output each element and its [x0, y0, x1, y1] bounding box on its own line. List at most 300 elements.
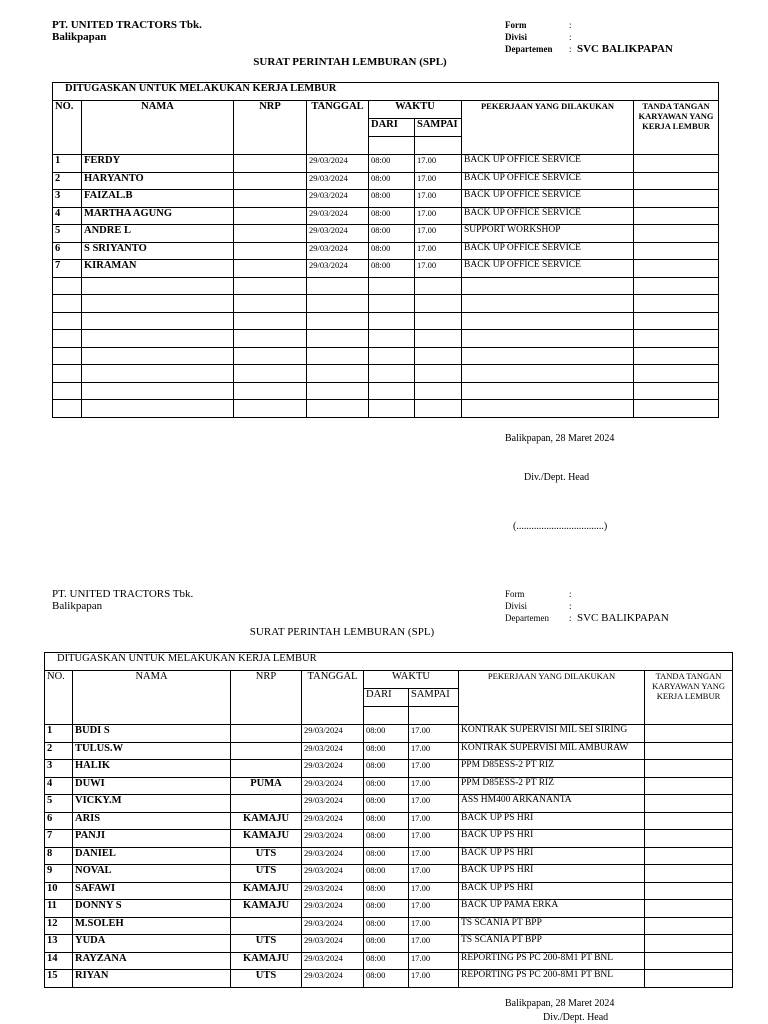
row-end-time-cell: 17.00 — [409, 742, 459, 760]
row-date-cell: 29/03/2024 — [302, 917, 364, 935]
row-signature-cell — [645, 917, 733, 935]
row-end-time-cell: 17.00 — [415, 190, 462, 208]
empty-table-row — [53, 277, 719, 295]
row-nrp-cell: UTS — [231, 935, 302, 953]
col-header-ttd: TANDA TANGAN KARYAWAN YANG KERJA LEMBUR — [645, 671, 733, 725]
row-job-cell: REPORTING PS PC 200-8M1 PT BNL — [459, 952, 645, 970]
meta-label: Form — [505, 589, 525, 599]
table-caption: DITUGASKAN UNTUK MELAKUKAN KERJA LEMBUR — [45, 653, 733, 671]
col-header-tanggal: TANGGAL — [307, 101, 369, 155]
table-row — [45, 917, 733, 935]
row-nrp-cell: KAMAJU — [231, 952, 302, 970]
row-signature-cell — [645, 742, 733, 760]
empty-cell — [462, 347, 634, 365]
form-meta: Form : Divisi : Departemen : SVC BALIKPAPAN — [505, 589, 669, 624]
company-branch: Balikpapan — [52, 600, 103, 612]
row-start-time-cell: 08:00 — [369, 172, 415, 190]
col-header-pekerjaan: PEKERJAAN YANG DILAKUKAN — [462, 101, 634, 155]
empty-cell — [234, 347, 307, 365]
empty-table-row — [53, 347, 719, 365]
empty-cell — [234, 330, 307, 348]
empty-cell — [415, 330, 462, 348]
col-header-nama: NAMA — [82, 101, 234, 155]
empty-table-row — [53, 400, 719, 418]
empty-cell — [369, 295, 415, 313]
row-no-cell: 1 — [45, 725, 73, 743]
row-end-time-cell: 17.00 — [409, 760, 459, 778]
row-name-cell: KIRAMAN — [82, 260, 234, 278]
row-start-time-cell: 08:00 — [364, 935, 409, 953]
row-start-time-cell: 08:00 — [364, 917, 409, 935]
col-header-ttd: TANDA TANGAN KARYAWAN YANG KERJA LEMBUR — [634, 101, 719, 155]
row-start-time-cell: 08:00 — [364, 882, 409, 900]
empty-cell — [307, 330, 369, 348]
row-end-time-cell: 17.00 — [409, 795, 459, 813]
row-job-cell: BACK UP PAMA ERKA — [459, 900, 645, 918]
empty-table-row — [53, 365, 719, 383]
empty-cell — [53, 382, 82, 400]
row-date-cell: 29/03/2024 — [302, 935, 364, 953]
row-date-cell: 29/03/2024 — [302, 760, 364, 778]
row-start-time-cell: 08:00 — [364, 865, 409, 883]
row-name-cell: RIYAN — [73, 970, 231, 988]
row-end-time-cell: 17.00 — [409, 725, 459, 743]
row-no-cell: 9 — [45, 865, 73, 883]
table-row — [45, 865, 733, 883]
row-name-cell: FERDY — [82, 155, 234, 173]
row-job-cell: ASS HM400 ARKANANTA — [459, 795, 645, 813]
col-header-no: NO. — [45, 671, 73, 725]
empty-cell — [415, 347, 462, 365]
table-caption: DITUGASKAN UNTUK MELAKUKAN KERJA LEMBUR — [53, 83, 719, 101]
row-end-time-cell: 17.00 — [415, 207, 462, 225]
row-name-cell: DONNY S — [73, 900, 231, 918]
row-name-cell: ANDRE L — [82, 225, 234, 243]
row-job-cell: BACK UP PS HRI — [459, 830, 645, 848]
empty-cell — [462, 295, 634, 313]
empty-table-row — [53, 312, 719, 330]
row-nrp-cell — [231, 917, 302, 935]
empty-cell — [369, 277, 415, 295]
empty-cell — [462, 382, 634, 400]
row-no-cell: 6 — [45, 812, 73, 830]
row-signature-cell — [645, 847, 733, 865]
row-job-cell: SUPPORT WORKSHOP — [462, 225, 634, 243]
row-end-time-cell: 17.00 — [409, 830, 459, 848]
company-name: PT. UNITED TRACTORS Tbk. — [52, 588, 194, 600]
empty-cell — [53, 277, 82, 295]
row-signature-cell — [645, 952, 733, 970]
empty-cell — [53, 295, 82, 313]
row-signature-cell — [634, 242, 719, 260]
empty-cell — [307, 400, 369, 418]
row-name-cell: SAFAWI — [73, 882, 231, 900]
empty-cell — [82, 330, 234, 348]
row-job-cell: BACK UP OFFICE SERVICE — [462, 190, 634, 208]
table-row — [45, 847, 733, 865]
row-start-time-cell: 08:00 — [369, 207, 415, 225]
row-nrp-cell — [234, 172, 307, 190]
table-row — [53, 190, 719, 208]
empty-cell — [307, 382, 369, 400]
row-start-time-cell: 08:00 — [364, 742, 409, 760]
empty-cell — [234, 400, 307, 418]
row-signature-cell — [634, 260, 719, 278]
table-row — [45, 970, 733, 988]
empty-cell — [415, 400, 462, 418]
row-nrp-cell — [231, 795, 302, 813]
row-name-cell: BUDI S — [73, 725, 231, 743]
row-start-time-cell: 08:00 — [364, 847, 409, 865]
empty-cell — [415, 312, 462, 330]
row-name-cell: TULUS.W — [73, 742, 231, 760]
row-end-time-cell: 17.00 — [409, 970, 459, 988]
empty-cell — [307, 365, 369, 383]
row-no-cell: 5 — [45, 795, 73, 813]
row-start-time-cell: 08:00 — [369, 190, 415, 208]
meta-label: Departemen — [505, 613, 549, 623]
row-job-cell: TS SCANIA PT BPP — [459, 935, 645, 953]
empty-cell — [307, 347, 369, 365]
row-name-cell: S SRIYANTO — [82, 242, 234, 260]
row-no-cell: 5 — [53, 225, 82, 243]
empty-cell — [369, 365, 415, 383]
empty-cell — [53, 330, 82, 348]
empty-cell — [462, 365, 634, 383]
empty-table-row — [53, 382, 719, 400]
meta-value: SVC BALIKPAPAN — [577, 612, 669, 624]
row-no-cell: 7 — [45, 830, 73, 848]
empty-table-row — [53, 295, 719, 313]
row-start-time-cell: 08:00 — [364, 812, 409, 830]
row-end-time-cell: 17.00 — [409, 917, 459, 935]
empty-cell — [462, 400, 634, 418]
signer-title: Div./Dept. Head — [543, 1012, 609, 1023]
row-date-cell: 29/03/2024 — [307, 260, 369, 278]
empty-cell — [369, 330, 415, 348]
row-no-cell: 1 — [53, 155, 82, 173]
form-title: SURAT PERINTAH LEMBURAN (SPL) — [249, 626, 435, 638]
row-job-cell: BACK UP OFFICE SERVICE — [462, 155, 634, 173]
row-job-cell: BACK UP PS HRI — [459, 812, 645, 830]
row-end-time-cell: 17.00 — [409, 812, 459, 830]
row-nrp-cell — [231, 760, 302, 778]
col-header-dari: DARI — [369, 119, 415, 137]
row-no-cell: 3 — [53, 190, 82, 208]
empty-cell — [634, 277, 719, 295]
signature-line: (...................................) — [513, 521, 608, 532]
row-job-cell: BACK UP PS HRI — [459, 882, 645, 900]
row-no-cell: 10 — [45, 882, 73, 900]
row-end-time-cell: 17.00 — [415, 260, 462, 278]
empty-cell — [53, 365, 82, 383]
empty-cell — [369, 312, 415, 330]
row-end-time-cell: 17.00 — [409, 777, 459, 795]
row-name-cell: RAYZANA — [73, 952, 231, 970]
table-row — [45, 952, 733, 970]
row-job-cell: BACK UP OFFICE SERVICE — [462, 207, 634, 225]
row-job-cell: PPM D85ESS-2 PT RIZ — [459, 760, 645, 778]
row-date-cell: 29/03/2024 — [302, 742, 364, 760]
empty-cell — [82, 400, 234, 418]
row-date-cell: 29/03/2024 — [302, 900, 364, 918]
row-name-cell: DUWI — [73, 777, 231, 795]
row-date-cell: 29/03/2024 — [307, 172, 369, 190]
row-signature-cell — [645, 865, 733, 883]
row-date-cell: 29/03/2024 — [302, 847, 364, 865]
row-job-cell: BACK UP PS HRI — [459, 847, 645, 865]
empty-cell — [634, 312, 719, 330]
row-job-cell: TS SCANIA PT BPP — [459, 917, 645, 935]
row-no-cell: 3 — [45, 760, 73, 778]
empty-cell — [462, 312, 634, 330]
table-row — [45, 882, 733, 900]
col-header-sampai: SAMPAI — [415, 119, 462, 137]
row-signature-cell — [645, 760, 733, 778]
row-nrp-cell — [234, 155, 307, 173]
empty-cell — [634, 295, 719, 313]
meta-label: Divisi — [505, 32, 528, 42]
row-job-cell: PPM D85ESS-2 PT RIZ — [459, 777, 645, 795]
row-signature-cell — [645, 900, 733, 918]
row-start-time-cell: 08:00 — [364, 777, 409, 795]
empty-cell — [307, 295, 369, 313]
row-name-cell: ARIS — [73, 812, 231, 830]
row-nrp-cell: KAMAJU — [231, 812, 302, 830]
empty-cell — [369, 347, 415, 365]
row-date-cell: 29/03/2024 — [307, 225, 369, 243]
row-start-time-cell: 08:00 — [369, 155, 415, 173]
row-end-time-cell: 17.00 — [415, 225, 462, 243]
row-signature-cell — [634, 225, 719, 243]
row-date-cell: 29/03/2024 — [302, 882, 364, 900]
row-nrp-cell: UTS — [231, 865, 302, 883]
table-row — [53, 172, 719, 190]
empty-cell — [415, 277, 462, 295]
table-row — [45, 742, 733, 760]
col-header-waktu: WAKTU — [369, 101, 462, 119]
empty-cell — [307, 312, 369, 330]
row-signature-cell — [634, 172, 719, 190]
table-row — [45, 725, 733, 743]
row-nrp-cell — [234, 260, 307, 278]
row-nrp-cell — [234, 242, 307, 260]
row-no-cell: 4 — [53, 207, 82, 225]
row-nrp-cell: UTS — [231, 847, 302, 865]
empty-cell — [369, 400, 415, 418]
row-job-cell: BACK UP OFFICE SERVICE — [462, 260, 634, 278]
row-no-cell: 7 — [53, 260, 82, 278]
row-nrp-cell — [234, 190, 307, 208]
row-signature-cell — [645, 795, 733, 813]
row-no-cell: 15 — [45, 970, 73, 988]
row-nrp-cell: KAMAJU — [231, 882, 302, 900]
empty-cell — [462, 330, 634, 348]
row-no-cell: 2 — [45, 742, 73, 760]
empty-cell — [369, 382, 415, 400]
row-end-time-cell: 17.00 — [409, 900, 459, 918]
row-start-time-cell: 08:00 — [369, 242, 415, 260]
table-row — [53, 260, 719, 278]
row-end-time-cell: 17.00 — [409, 882, 459, 900]
overtime-table — [52, 82, 719, 418]
row-start-time-cell: 08:00 — [364, 952, 409, 970]
row-date-cell: 29/03/2024 — [302, 830, 364, 848]
row-date-cell: 29/03/2024 — [307, 242, 369, 260]
row-name-cell: M.SOLEH — [73, 917, 231, 935]
row-name-cell: PANJI — [73, 830, 231, 848]
empty-cell — [634, 347, 719, 365]
row-signature-cell — [645, 777, 733, 795]
empty-cell — [53, 400, 82, 418]
col-header-pekerjaan: PEKERJAAN YANG DILAKUKAN — [459, 671, 645, 725]
empty-cell — [634, 400, 719, 418]
empty-cell — [82, 312, 234, 330]
row-date-cell: 29/03/2024 — [307, 190, 369, 208]
meta-label: Divisi — [505, 601, 528, 611]
row-end-time-cell: 17.00 — [409, 952, 459, 970]
row-job-cell: BACK UP OFFICE SERVICE — [462, 172, 634, 190]
meta-label: Form — [505, 20, 527, 30]
col-header-sampai: SAMPAI — [409, 689, 459, 707]
col-header-nama: NAMA — [73, 671, 231, 725]
empty-cell — [234, 295, 307, 313]
row-date-cell: 29/03/2024 — [302, 865, 364, 883]
row-nrp-cell: KAMAJU — [231, 830, 302, 848]
empty-cell — [634, 330, 719, 348]
row-nrp-cell: UTS — [231, 970, 302, 988]
signer-title: Div./Dept. Head — [524, 472, 590, 483]
row-name-cell: YUDA — [73, 935, 231, 953]
table-row — [53, 242, 719, 260]
empty-cell — [82, 347, 234, 365]
empty-cell — [82, 382, 234, 400]
row-date-cell: 29/03/2024 — [302, 725, 364, 743]
row-no-cell: 13 — [45, 935, 73, 953]
empty-cell — [82, 277, 234, 295]
row-signature-cell — [645, 970, 733, 988]
table-row — [53, 155, 719, 173]
row-end-time-cell: 17.00 — [409, 935, 459, 953]
row-signature-cell — [645, 812, 733, 830]
row-no-cell: 11 — [45, 900, 73, 918]
row-no-cell: 8 — [45, 847, 73, 865]
row-end-time-cell: 17.00 — [415, 242, 462, 260]
row-end-time-cell: 17.00 — [415, 155, 462, 173]
empty-cell — [53, 312, 82, 330]
empty-cell — [234, 382, 307, 400]
row-name-cell: NOVAL — [73, 865, 231, 883]
row-nrp-cell — [231, 742, 302, 760]
col-header-no: NO. — [53, 101, 82, 155]
row-name-cell: MARTHA AGUNG — [82, 207, 234, 225]
empty-cell — [234, 365, 307, 383]
company-branch: Balikpapan — [52, 31, 107, 43]
row-name-cell: DANIEL — [73, 847, 231, 865]
overtime-table — [44, 652, 733, 988]
empty-cell — [234, 312, 307, 330]
row-nrp-cell — [234, 207, 307, 225]
row-date-cell: 29/03/2024 — [302, 812, 364, 830]
col-header-nrp: NRP — [234, 101, 307, 155]
table-row — [45, 777, 733, 795]
empty-cell — [634, 382, 719, 400]
row-end-time-cell: 17.00 — [409, 847, 459, 865]
row-signature-cell — [645, 725, 733, 743]
meta-label: Departemen — [505, 44, 553, 54]
table-row — [45, 935, 733, 953]
place-date: Balikpapan, 28 Maret 2024 — [505, 998, 615, 1009]
row-signature-cell — [634, 155, 719, 173]
col-header-waktu: WAKTU — [364, 671, 459, 689]
form-title: SURAT PERINTAH LEMBURAN (SPL) — [253, 56, 447, 68]
empty-cell — [634, 365, 719, 383]
row-signature-cell — [645, 882, 733, 900]
row-no-cell: 2 — [53, 172, 82, 190]
row-nrp-cell — [234, 225, 307, 243]
row-signature-cell — [645, 935, 733, 953]
row-name-cell: VICKY.M — [73, 795, 231, 813]
row-no-cell: 4 — [45, 777, 73, 795]
row-date-cell: 29/03/2024 — [302, 952, 364, 970]
empty-table-row — [53, 330, 719, 348]
col-header-dari: DARI — [364, 689, 409, 707]
row-start-time-cell: 08:00 — [364, 795, 409, 813]
col-header-nrp: NRP — [231, 671, 302, 725]
row-name-cell: HARYANTO — [82, 172, 234, 190]
empty-cell — [415, 295, 462, 313]
row-end-time-cell: 17.00 — [415, 172, 462, 190]
row-no-cell: 12 — [45, 917, 73, 935]
empty-cell — [415, 365, 462, 383]
empty-cell — [415, 382, 462, 400]
empty-cell — [462, 277, 634, 295]
row-date-cell: 29/03/2024 — [302, 970, 364, 988]
row-signature-cell — [645, 830, 733, 848]
table-row — [45, 760, 733, 778]
row-start-time-cell: 08:00 — [364, 760, 409, 778]
row-name-cell: FAIZAL.B — [82, 190, 234, 208]
empty-cell — [82, 365, 234, 383]
row-job-cell: BACK UP OFFICE SERVICE — [462, 242, 634, 260]
meta-value: SVC BALIKPAPAN — [577, 43, 673, 55]
row-start-time-cell: 08:00 — [364, 970, 409, 988]
row-start-time-cell: 08:00 — [369, 260, 415, 278]
company-name: PT. UNITED TRACTORS Tbk. — [52, 19, 202, 31]
empty-cell — [82, 295, 234, 313]
row-nrp-cell: PUMA — [231, 777, 302, 795]
row-end-time-cell: 17.00 — [409, 865, 459, 883]
row-signature-cell — [634, 190, 719, 208]
empty-cell — [234, 277, 307, 295]
row-date-cell: 29/03/2024 — [307, 155, 369, 173]
table-row — [45, 830, 733, 848]
table-row — [45, 812, 733, 830]
row-job-cell: REPORTING PS PC 200-8M1 PT BNL — [459, 970, 645, 988]
col-header-tanggal: TANGGAL — [302, 671, 364, 725]
table-row — [53, 207, 719, 225]
table-row — [45, 795, 733, 813]
row-date-cell: 29/03/2024 — [307, 207, 369, 225]
row-no-cell: 14 — [45, 952, 73, 970]
row-nrp-cell: KAMAJU — [231, 900, 302, 918]
row-signature-cell — [634, 207, 719, 225]
row-start-time-cell: 08:00 — [369, 225, 415, 243]
empty-cell — [307, 277, 369, 295]
row-date-cell: 29/03/2024 — [302, 777, 364, 795]
row-nrp-cell — [231, 725, 302, 743]
empty-cell — [53, 347, 82, 365]
